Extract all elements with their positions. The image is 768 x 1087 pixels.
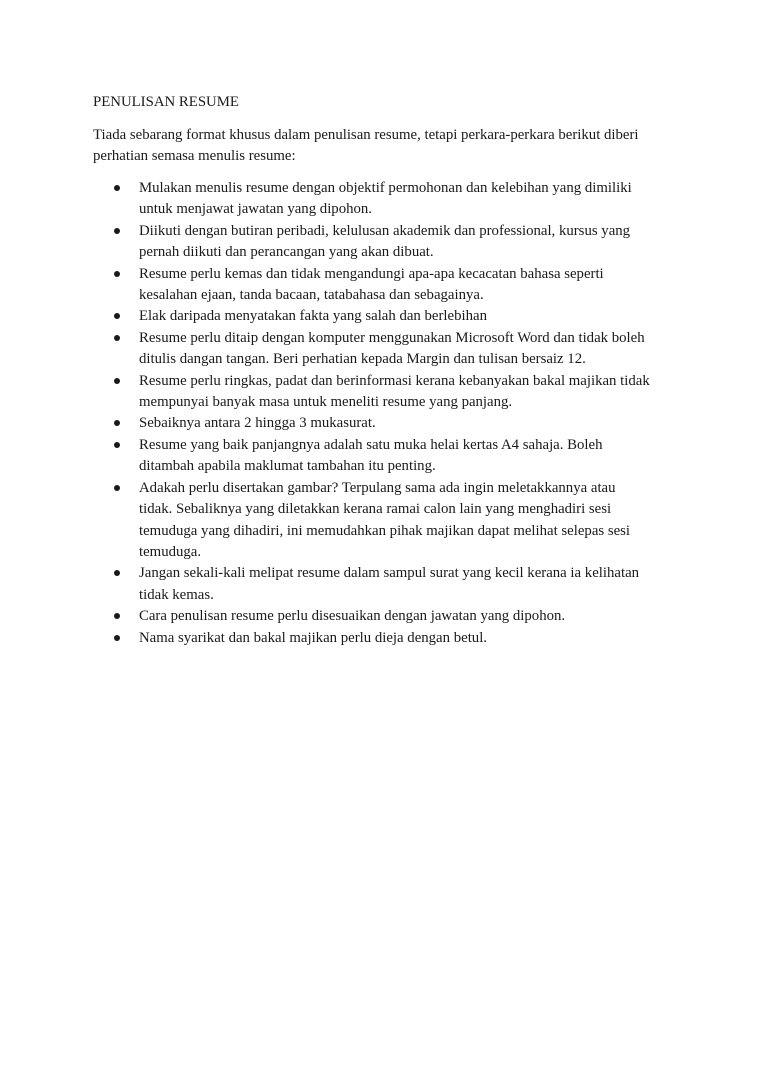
list-item-text-line: temuduga yang dihadiri, ini memudahkan pihak majikan dapat melihat selepas sesi (139, 522, 631, 539)
list-item-text-line: Diikuti dengan butiran peribadi, kelulusan akademik dan professional, kursus yang (139, 222, 631, 239)
list-item (93, 328, 693, 371)
list-item (93, 606, 693, 627)
list-item-text-line: ditulis dangan tangan. Beri perhatian kepada Margin dan tulisan bersaiz 12. (139, 351, 586, 368)
list-item-text-line: pernah diikuti dan perancangan yang akan dibuat. (139, 244, 434, 261)
list-item-text-line: untuk menjawat jawatan yang dipohon. (139, 201, 372, 218)
list-item-text-line: Nama syarikat dan bakal majikan perlu dieja dengan betul. (139, 629, 488, 646)
list-item-text-line: Resume perlu kemas dan tidak mengandungi apa-apa kecacatan bahasa seperti (139, 265, 604, 282)
list-item (93, 413, 693, 434)
intro-paragraph (93, 125, 693, 167)
list-item (93, 628, 693, 649)
bullet-dot-icon (114, 378, 120, 384)
list-item-text-line: kesalahan ejaan, tanda bacaan, tatabahasa dan sebagainya. (139, 287, 484, 304)
list-item-text-line: Mulakan menulis resume dengan objektif permohonan dan kelebihan yang dimiliki (139, 180, 632, 196)
bullet-dot-icon (114, 335, 120, 341)
bullet-dot-icon (114, 635, 120, 641)
list-item (93, 478, 693, 564)
bullet-list (93, 178, 693, 649)
bullet-dot-icon (114, 313, 120, 319)
intro-line: Tiada sebarang format khusus dalam penulisan resume, tetapi perkara-perkara berikut diberi (93, 127, 639, 143)
list-item (93, 435, 693, 478)
bullet-dot-icon (114, 420, 120, 426)
list-item (93, 563, 693, 606)
list-item-text-line: Resume yang baik panjangnya adalah satu muka helai kertas A4 sahaja. Boleh (139, 436, 603, 453)
bullet-dot-icon (114, 271, 120, 277)
bullet-dot-icon (114, 442, 120, 448)
list-item (93, 178, 693, 221)
list-item-text-line: Cara penulisan resume perlu disesuaikan dengan jawatan yang dipohon. (139, 608, 566, 625)
list-item (93, 306, 693, 327)
list-item (93, 221, 693, 264)
list-item-text-line: Adakah perlu disertakan gambar? Terpulang sama ada ingin meletakkannya atau (139, 479, 616, 496)
bullet-dot-icon (114, 570, 120, 576)
bullet-dot-icon (114, 485, 120, 491)
list-item (93, 371, 693, 414)
list-item-text-line: Resume perlu ringkas, padat dan berinformasi kerana kebanyakan bakal majikan tidak (139, 372, 650, 389)
bullet-dot-icon (114, 185, 120, 191)
list-item (93, 264, 693, 307)
list-item-text-line: tidak. Sebaliknya yang diletakkan kerana ramai calon lain yang menghadiri sesi (139, 501, 612, 518)
document-heading: PENULISAN RESUME (93, 94, 239, 110)
list-item-text-line: tidak kemas. (139, 586, 214, 603)
list-item-text-line: temuduga. (139, 543, 202, 560)
list-item-text-line: ditambah apabila maklumat tambahan itu penting. (139, 458, 436, 475)
list-item-text-line: Elak daripada menyatakan fakta yang salah dan berlebihan (139, 308, 487, 325)
list-item-text-line: Sebaiknya antara 2 hingga 3 mukasurat. (139, 415, 376, 432)
list-item-text-line: Resume perlu ditaip dengan komputer menggunakan Microsoft Word dan tidak boleh (139, 329, 645, 346)
list-item-text-line: Jangan sekali-kali melipat resume dalam sampul surat yang kecil kerana ia kelihatan (139, 565, 640, 582)
intro-line: perhatian semasa menulis resume: (93, 148, 296, 164)
list-item-text-line: mempunyai banyak masa untuk meneliti resume yang panjang. (139, 394, 513, 411)
bullet-dot-icon (114, 228, 120, 234)
bullet-dot-icon (114, 613, 120, 619)
